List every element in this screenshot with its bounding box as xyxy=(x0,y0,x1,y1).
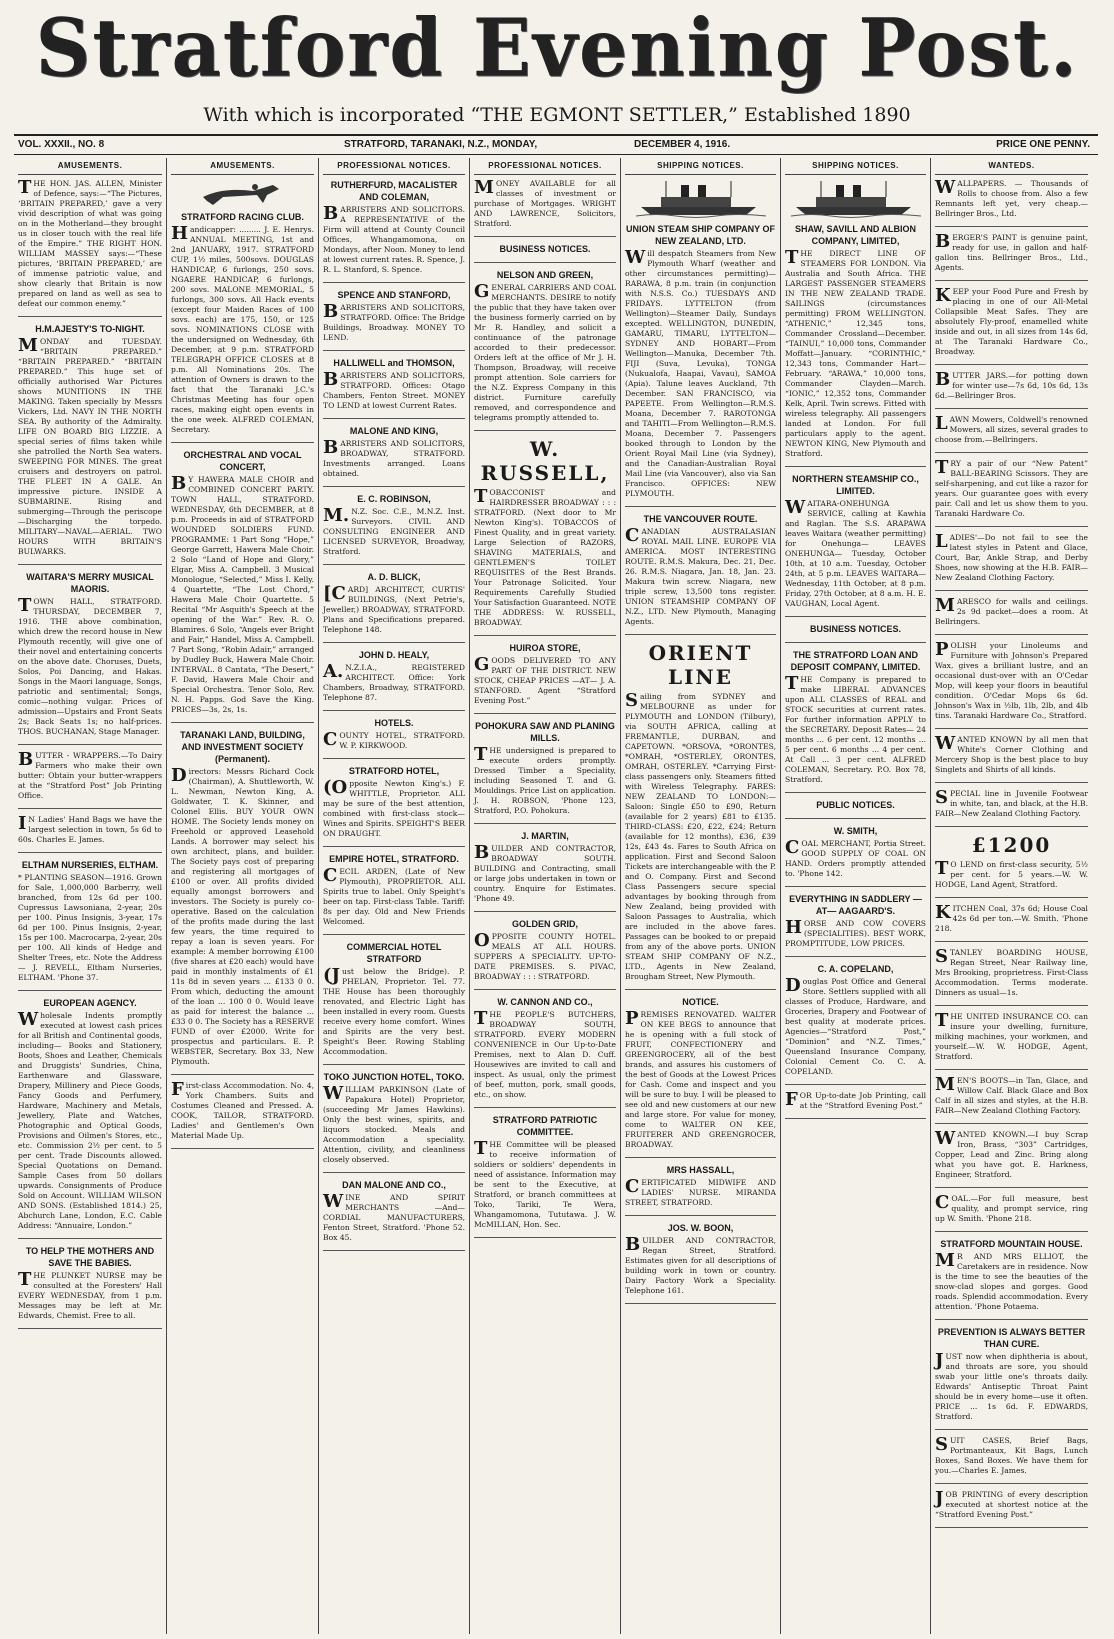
column-heading: SHIPPING NOTICES. xyxy=(785,158,926,175)
advertisement-body: * PLANTING SEASON—1916. Grown for Sale, 1,000,000 Barberry, well branched, from 12s 6d per 100. Cupressus Lawsoniana, 2-year, 20s per 100. Pinus Insignis, 3-year, 17s 6d per 100. Pinus Insignis, 2-year, 15s per 100. Macrocarpa, 2-year, 20s per 100. All kinds of Hedge and Shelter Trees, etc. Note the Address— J. REVELL, Eltham Nurseries, ELTHAM. 'Phone 37. xyxy=(18,873,162,982)
advertisement-body: JOB PRINTING of every description executed at shortest notice at the “Stratford Evening Post.” xyxy=(935,1488,1088,1519)
advertisement xyxy=(474,830,616,912)
advertisement xyxy=(935,904,1088,942)
advertisement-body: MR AND MRS ELLIOT, the Caretakers are in residence. Now is the time to see the beauties of the snow-clad slopes and gorges. Good roads. Splendid accommodation. Every attention. 'Phone Potaema. xyxy=(935,1250,1088,1311)
advertisement-body: THE undersigned is prepared to execute orders promptly. Dressed Timber a Speciality, including Seasoned T. and G. Mouldings. Price List on application. J. H. ROBSON, 'Phone 123, Stratford, P.O. Pohokura. xyxy=(474,744,616,815)
advertisement-heading: THE STRATFORD LOAN AND DEPOSIT COMPANY, LIMITED. xyxy=(790,650,921,672)
advertisement xyxy=(935,1194,1088,1232)
advertisement xyxy=(935,533,1088,591)
steamship-icon xyxy=(636,179,766,219)
advertisement-body: STANLEY BOARDING HOUSE, Regan Street, Near Railway line, Mrs Brooking, proprietress. First-Class Accommodation. Terms moderate. Dinners as usual—1s. xyxy=(935,946,1088,997)
advertisement-heading: NORTHERN STEAMSHIP CO., LIMITED. xyxy=(792,474,919,496)
advertisement xyxy=(323,649,465,711)
advertisement-body: THE Company is prepared to make LIBERAL ADVANCES upon ALL CLASSES of REAL and STOCK securities at current rates. For further information APPLY to the SECRETARY. Deposit Rates— 24 months ... 6 per cent. 12 months ... 5 per cent. 6 months ... 4 per cent. At Call ... 3 per cent. ALFRED COLEMAN, Secretary. P.O. Box 78, Stratford. xyxy=(785,673,926,784)
advertisement xyxy=(785,623,926,643)
advertisement-body: POLISH your Linoleums and Furniture with Johnson's Prepared Wax, gives a brilliant lustre, and an occasional dust-over with an O'Cedar Mop, will keep your floors in beautiful condition. O'Cedar Mops 6s 6d. Johnson's Wax in ½lb, 1lb, 2lb, and 4lb tins. Taranaki Hardware Co., Stratford. xyxy=(935,639,1088,720)
advertisement-body: (Just below the Bridge). P. PHELAN, Proprietor. Tel. 77. THE House has been thoroughly renovated, and Electric Light has been installed in every room. Guests receive every home comfort. Wines and Spirits are the very best. Speight's Beer. Rowing Stabling Accommodation. xyxy=(323,965,465,1056)
advertisement xyxy=(323,1179,465,1251)
advertisement-heading: C. A. COPELAND, xyxy=(817,964,894,974)
advertisement-heading: SHAW, SAVILL AND ALBION COMPANY, LIMITED, xyxy=(794,224,916,246)
advertisement xyxy=(474,996,616,1108)
column-3 xyxy=(319,158,470,1634)
advertisement-heading: STRATFORD HOTEL, xyxy=(348,766,440,776)
advertisement-body: [CARD] ARCHITECT, CURTIS' BUILDINGS, (Next Petrie's, Jeweller,) BROADWAY, STRATFORD. Plans and Specifications prepared. Telephone 148. xyxy=(323,583,465,634)
advertisement xyxy=(625,996,776,1158)
column-heading: WANTEDS. xyxy=(935,158,1088,175)
advertisement xyxy=(474,243,616,263)
advertisement-body: Handicapper: ......... J. E. Henrys. ANNUAL MEETING, 1st and 2nd JANUARY, 1917. STRATFORD CUP, 1½ miles, 500sovs. DOUGLAS HANDICAP, 6 furlongs, 250 sovs. NGAERE HANDICAP, 6 furlongs, 200 sovs. MALONE MEMORIAL, 5 furlongs, 300 sovs. All Hack events (except four Maiden Races of 100 sovs. each) are 175, 150, or 125 sovs. NOMINATIONS CLOSE with the undersigned on Wednesday, 6th December, at 9 p.m. STRATFORD TELEGRAPH OFFICE CLOSES at 8 p.m. All Nominations 20s. The attention of Owners is drawn to the fact that the Taranaki J.C.'s Christmas Meeting has four open races, making eight open events in the one week. ALFRED COLEMAN, Secretary. xyxy=(171,223,314,434)
advertisement xyxy=(935,1130,1088,1188)
advertisement-body: THE UNITED INSURANCE CO. can insure your dwelling, furniture, milking machines, your workmen, and yourself.—W. W. HODGE, Agent, Stratford. xyxy=(935,1010,1088,1061)
advertisement-heading: EVERYTHING IN SADDLERY —AT— AAGAARD'S. xyxy=(789,894,922,916)
advertisement-heading: BUSINESS NOTICES. xyxy=(499,244,591,254)
advertisement xyxy=(474,642,616,714)
advertisement-body: TRY a pair of our “New Patent” BALL-BEARING Scissors. They are self-sharpening, and cut like a razor for years. Our guarantee goes with every pair. Call and let us show them to you. Taranaki Hardware Co. xyxy=(935,457,1088,518)
advertisement-body: SUIT CASES, Brief Bags, Portmanteaux, Kit Bags, Lunch Boxes, Sand Boxes. We have them for you.—Charles E. James. xyxy=(935,1434,1088,1475)
advertisement xyxy=(935,1436,1088,1484)
advertisement-body: Douglas Post Office and General Store. Settlers supplied with all classes of Produce, Hardware, and Groceries, Drapery and Footwear of best quality at moderate prices. Agencies—“Stratford Post,” “Dominion” and “N.Z. Times,” Queensland Insurance Company, Colonial Cement Co. C. A. COPELAND. xyxy=(785,975,926,1076)
advertisement xyxy=(785,473,926,617)
advertisement-body: BUILDER AND CONTRACTOR, BROADWAY SOUTH. BUILDING and Contracting, small or large jobs undertaken in town or country. Enquire for Estimates. 'Phone 49. xyxy=(474,842,616,903)
advertisement-body: LADIES'—Do not fail to see the latest styles in Patent and Glace, Court, Bar, Ankle Strap, and Derby Shoes, now showing at the H.B. FAIR—New Zealand Clothing Factory. xyxy=(935,531,1088,582)
advertisement xyxy=(935,459,1088,527)
advertisement-body: COUNTY HOTEL, STRATFORD. W. P. KIRKWOOD. xyxy=(323,729,465,750)
column-heading: PROFESSIONAL NOTICES. xyxy=(474,158,616,175)
advertisement-body: TOBACCONIST and HAIRDRESSER BROADWAY : : : STRATFORD. (Next door to Mr Newton King's). TOBACCOS of Finest Quality, and in great variety. Large Selection of RAZORS, SHAVING MATERIALS, and GENTLEMEN'S TOILET REQUISITES of the Best Brands. Your Patronage Solicited. Your Requirements Carefully Studied Your Satisfaction Guaranteed. NOTE THE ADDRESS: W. RUSSELL, BROADWAY. xyxy=(474,486,616,627)
advertisement xyxy=(323,717,465,759)
advertisement xyxy=(935,415,1088,453)
advertisement-heading: HUIROA STORE, xyxy=(509,643,581,653)
advertisement-heading: JOHN D. HEALY, xyxy=(358,650,430,660)
advertisement-heading: MALONE AND KING, xyxy=(349,426,439,436)
advertisement-body: First-class Accommodation. No. 4, York Chambers. Suits and Costumes Cleaned and Pressed. A. COOK, TAILOR, STRATFORD. Ladies' and Gentlemen's Own Material Made Up. xyxy=(171,1079,314,1140)
advertisement xyxy=(171,729,314,1075)
advertisement xyxy=(323,941,465,1065)
advertisement-body: Wholesale Indents promptly executed at lowest cash prices for all British and Continental goods, including— Books and Stationery, Boots, Shoes and Leather, Chemicals and Druggists' Sundries, China, Earthenware and Glassware, Drapery, Millinery and Piece Goods, Fancy Goods and Perfumery, Hardware, Machinery and Metals, Jewellery, Plate and Watches, Photographic and Optical Goods, Provisions and Oilmen's Stores, etc., etc. Commission 2½ per cent. to 5 per cent. Trade Discounts allowed. Special Quotations on Demand. Sample Cases from 50 dollars upwards. Consignments of Produce Sold on Account. WILLIAM WILSON AND SONS. (Established 1814.) 25, Abchurch Lane, London, E.C. Cable Address: “Annuaire, London.” xyxy=(18,1009,162,1230)
place-line: STRATFORD, TARANAKI, N.Z., MONDAY, xyxy=(344,139,538,150)
advertisement-body: BUTTER JARS.—for potting down for winter use—7s 6d, 10s 6d, 13s 6d.—Bellringer Bros. xyxy=(935,369,1088,400)
advertisement xyxy=(935,1238,1088,1320)
column-heading: AMUSEMENTS. xyxy=(171,158,314,175)
advertisement-heading: UNION STEAM SHIP COMPANY OF NEW ZEALAND, LTD. xyxy=(625,224,775,246)
advertisement xyxy=(171,1081,314,1149)
advertisement xyxy=(171,449,314,723)
advertisement xyxy=(935,948,1088,1006)
advertisement-display-heading: £1200 xyxy=(971,833,1052,857)
advertisement xyxy=(785,893,926,957)
advertisement xyxy=(625,179,776,507)
advertisement-body: PREMISES RENOVATED. WALTER ON KEE BEGS to announce that he is opening with a full stock of FRUIT, CONFECTIONERY and GREENGROCERY, all of the best brands, and assures his customers of the best of Goods at the Lowest Prices for Cash. Come and inspect and you will be sure to buy. I will be pleased to see old and new customers at our new and large store. For value for money, come to WALTER ON KEE, FRUITERER AND GREENGROCER, BROADWAY. xyxy=(625,1008,776,1149)
advertisement-body: MONEY AVAILABLE for all classes of investment or purchase of Mortgages. WRIGHT AND LAWRENCE, Solicitors, Stratford. xyxy=(474,177,616,228)
advertisement xyxy=(785,799,926,819)
advertisement-body: WALLPAPERS. — Thousands of Rolls to choose from. Also a few Remnants left yet, very cheap.—Bellringer Bros., Ltd. xyxy=(935,177,1088,218)
advertisement-body: BARRISTERS AND SOLICITORS, STRATFORD. Offices: Otago Chambers, Fenton Street. MONEY TO LEND at lowest Current Rates. xyxy=(323,369,465,410)
advertisement xyxy=(785,1091,926,1119)
advertisement-body: SPECIAL line in Juvenile Footwear in white, tan, and black, at the H.B. FAIR—New Zealand Clothing Factory. xyxy=(935,787,1088,818)
column-1 xyxy=(14,158,167,1634)
advertisement-heading: H.M.AJESTY'S TO-NIGHT. xyxy=(35,324,145,334)
advertisement-body: BARRISTERS AND SOLICITORS, STRATFORD. Office: The Bridge Buildings, Broadway. MONEY TO LEND. xyxy=(323,301,465,342)
advertisement-body: THE HON. JAS. ALLEN, Minister of Defence, says:—“The Pictures, ‘BRITAIN PREPARED,’ gave a very vivid description of what was going on in the Motherland—they brought us in closer touch with the real life of the Empire.” THE RIGHT HON. WILLIAM MASSEY says:—“These pictures, ‘BRITAIN PREPARED,’ are of immense patriotic value, and show clearly that Britain is now prepared on land as well as sea to defeat our common enemy.” xyxy=(18,177,162,308)
advertisement-heading: DAN MALONE AND CO., xyxy=(342,1180,446,1190)
column-heading: SHIPPING NOTICES. xyxy=(625,158,776,175)
price-line: PRICE ONE PENNY. xyxy=(996,139,1090,150)
advertisement xyxy=(935,597,1088,635)
advertisement xyxy=(323,765,465,847)
column-7 xyxy=(931,158,1092,1634)
advertisement-body: KITCHEN Coal, 37s 6d; House Coal 42s 6d per ton.—W. Smith. 'Phone 218. xyxy=(935,902,1088,933)
advertisement-heading: STRATFORD RACING CLUB. xyxy=(181,212,304,222)
advertisement xyxy=(785,179,926,467)
masthead xyxy=(0,0,1114,100)
dateline xyxy=(14,134,1098,155)
advertisement-heading: TARANAKI LAND, BUILDING, AND INVESTMENT SOCIETY (Permanent). xyxy=(180,730,305,764)
advertisement-body: KEEP your Food Pure and Fresh by placing in one of our All-Metal Collapsible Meat Safes. They are absolutely Fly-proof, enamelled white inside and out, in all sizes from 14s 6d, at The Taranaki Hardware Co., Broadway. xyxy=(935,285,1088,356)
advertisement xyxy=(625,641,776,990)
advertisement-body: Directors: Messrs Richard Cock (Chairman), A. Shuttleworth, W. L. Newman, Newton King, A. Goldwater, T. K. Skinner, and Colonel Ellis. BUY YOUR OWN HOME. The Society lends money on Freehold or approved Leasehold Lands. A borrower may select his own architect, plans, and builder. The Society pays cost of preparing and registering all mortgages of £100 or over. All profits divided equally amongst borrowers and investors. The Society is purely co-operative. Based on the calculation of the profits made during the last few years, the time required to repay a loan is seven years. For example: A member borrowing £100 (five shares at £20 each) would have paid in monthly instalments of £1 11s 8d in seven years ... £133 0 0. From which, deducting the amount of the loan ... 100 0 0. Would leave as paid for interest the balance ... £33 0 0. The Society has a RESERVE FUND of over £2000. Write for prospectus and particulars. E. P. WEBSTER, Secretary. Box 33, New Plymouth. xyxy=(171,765,314,1066)
advertisement-body: A.N.Z.I.A., REGISTERED ARCHITECT. Office: York Chambers, Broadway, STRATFORD. Telephone 87. xyxy=(323,661,465,702)
advertisement xyxy=(785,649,926,793)
advertisement-body: JUST now when diphtheria is about, and throats are sore, you should swab your little one's throats daily. Edwards' Antiseptic Throat Paint should be in every home—use it often. PRICE ... 1s 6d. F. EDWARDS, Stratford. xyxy=(935,1350,1088,1421)
advertisement-display-heading: ORIENT LINE xyxy=(648,641,753,689)
advertisement xyxy=(18,323,162,565)
advertisement xyxy=(785,963,926,1085)
advertisement-heading: WAITARA'S MERRY MUSICAL MAORIS. xyxy=(26,572,154,594)
advertisement-body: MONDAY and TUESDAY. “BRITAIN PREPARED.” “BRITAIN PREPARED.” “BRITAIN PREPARED.” This huge set of officially authorised War Pictures shows MUNITIONS IN THE MAKING. Taken specially by Messrs Vickers, Ltd. NAVY IN THE NORTH SEA. By authority of the Admiralty. LIFE ON BOARD BIG LIZZIE. A special series of films taken while she patrolled the North Sea waters. SWEEPING FOR MINES. The great cruisers and destroyers on patrol. THE FLEET IN A GALE. An impressive picture. INSIDE A SUBMARINE. Rising and submerging—Through the periscope—Discharging the torpedo. MILITARY—NAVAL—AERIAL. TWO HOURS WITH BRITAIN'S BULWARKS. xyxy=(18,335,162,556)
advertisement-body: CANADIAN AUSTRALASIAN ROYAL MAIL LINE. EUROPE VIA AMERICA. MOST INTERESTING ROUTE. R.M.S. Makura, Dec. 21, Dec. 26. R.M.S. Niagara, Jan. 18, Jan. 23. Makura twin screw. Niagara, new triple screw, 13,500 tons register. UNION STEAMSHIP COMPANY OF N.Z., LTD. New Plymouth, Managing Agents. xyxy=(625,525,776,626)
advertisement-body: THE DIRECT LINE OF STEAMERS FOR LONDON. Via Australia and South Africa. THE LARGEST PASSENGER STEAMERS IN THE NEW ZEALAND TRADE. SAILINGS (circumstances permitting) FROM WELLINGTON. “ATHENIC,” 12,345 tons, Commander Crossland—December. “TAINUI,” 10,000 tons, Commander Moffatt—January. “CORINTHIC,” 12,343 tons, Commander Hart—February. “ARAWA,” 10,000 tons, Commander Clayden—March. “IONIC,” 12,352 tons, Commander Kelk, April. Twin screws. Fitted with wireless telegraphy. All passengers landed at London. For full particulars apply to the agent. NEWTON KING, New Plymouth and Stratford. xyxy=(785,247,926,458)
advertisement-body: WAITARA-ONEHUNGA SERVICE, calling at Kawhia and Raglan. The S.S. ARAPAWA leaves Waitara (weather permitting) for Onehunga— LEAVES ONEHUNGA— Tuesday, October 10th, at 10 a.m. Tuesday, October 24th, at 5 p.m. LEAVES WAITARA— Wednesday, 11th October, at 8 p.m. Friday, 27th October, at 8 a.m. H. E. VAUGHAN, Local Agent. xyxy=(785,497,926,608)
newspaper-title: Stratford Evening Post. xyxy=(35,0,1079,95)
advertisement-body: M.N.Z. Soc. C.E., M.N.Z. Inst. Surveyors. CIVIL AND CONSULTING ENGINEER AND LICENSED SURVEYOR, Broadway, Stratford. xyxy=(323,505,465,556)
advertisement-body: HORSE AND COW COVERS (SPECIALITIES). BEST WORK, PROMPTITUDE, LOW PRICES. xyxy=(785,917,926,948)
advertisement xyxy=(18,1245,162,1329)
advertisement-heading: EUROPEAN AGENCY. xyxy=(43,998,137,1008)
advertisement-body: BARRISTERS AND SOLICITORS, BROADWAY, STRATFORD. Investments arranged. Loans obtained. xyxy=(323,437,465,478)
advertisement xyxy=(935,179,1088,227)
column-5 xyxy=(621,158,781,1634)
advertisement-body: (Opposite Newton King's.) F. WHITTLE, Proprietor. ALL may be sure of the best attention, combined with first-class stock—Wines and Spirits. SPEIGHT'S BEER ON DRAUGHT. xyxy=(323,777,465,838)
advertisement-heading: W. SMITH, xyxy=(833,826,878,836)
advertisement-heading: PUBLIC NOTICES. xyxy=(816,800,895,810)
advertisement xyxy=(935,371,1088,409)
advertisement-body: WINE AND SPIRIT MERCHANTS —And— CORDIAL MANUFACTURERS, Fenton Street, Stratford. 'Phone 52. Box 45. xyxy=(323,1191,465,1242)
advertisement xyxy=(18,997,162,1239)
advertisement-heading: NELSON AND GREEN, xyxy=(496,270,594,280)
advertisement xyxy=(935,833,1088,898)
advertisement xyxy=(18,815,162,853)
advertisement-heading: ORCHESTRAL AND VOCAL CONCERT, xyxy=(183,450,302,472)
advertisement xyxy=(935,287,1088,365)
advertisement-body: THE PLUNKET NURSE may be consulted at the Foresters' Hall EVERY WEDNESDAY, from 1 p.m. Messages may be left at Mr. Edwards, Chemist. Free to all. xyxy=(18,1269,162,1320)
advertisement xyxy=(323,853,465,935)
volume-number: VOL. XXXII., NO. 8 xyxy=(18,139,105,150)
advertisement-body: WANTED KNOWN.—I buy Scrap Iron, Brass, “303” Cartridges, Copper, Lead and Zinc. Bring along what you have got. E. Harkness, Engineer, Stratford. xyxy=(935,1128,1088,1179)
advertisement-body: CERTIFICATED MIDWIFE AND LADIES' NURSE. MIRANDA STREET, STRATFORD. xyxy=(625,1176,776,1207)
advertisement-heading: GOLDEN GRID, xyxy=(511,919,578,929)
advertisement xyxy=(323,571,465,643)
advertisement-heading: STRATFORD MOUNTAIN HOUSE. xyxy=(940,1239,1083,1249)
advertisement-body: BUILDER AND CONTRACTOR, Regan Street, Stratford. Estimates given for all descriptions of building work in town or country. Dairy Factory Work a Speciality. Telephone 161. xyxy=(625,1234,776,1295)
advertisement-body: BUTTER - WRAPPERS.—To Dairy Farmers who make their own butter: Obtain your butter-wrappers at the “Stratford Post” Job Printing Office. xyxy=(18,749,162,800)
advertisement xyxy=(625,513,776,635)
advertisement xyxy=(18,179,162,317)
columns-container xyxy=(14,158,1104,1634)
advertisement xyxy=(935,233,1088,281)
advertisement xyxy=(18,859,162,991)
advertisement xyxy=(935,735,1088,783)
advertisement-display-heading: W. RUSSELL, xyxy=(480,437,610,485)
advertisement xyxy=(323,425,465,487)
advertisement xyxy=(474,437,616,636)
advertisement-heading: E. C. ROBINSON, xyxy=(357,494,431,504)
advertisement xyxy=(18,751,162,809)
issue-date: DECEMBER 4, 1916. xyxy=(634,139,731,150)
advertisement-body: COAL MERCHANT, Portia Street. GOOD SUPPLY OF COAL ON HAND. Orders promptly attended to. 'Phone 142. xyxy=(785,837,926,878)
advertisement-body: TOWN HALL, STRATFORD. THURSDAY, DECEMBER 7, 1916. THE above combination, which drew the record house in New Plymouth recently, will give one of their novel and entertaining concerts on the above date. Choruses, Duets, Solos, Poi Dancing, and Hakas. Songs in the Maori language, Songs, patriotic and sentimental; Songs, comic—nothing vulgar. Prices of admission—Upstairs and Front Seats 2s; Back Seats 1s; no half-prices. THOS. BUCHANAN, Stage Manager. xyxy=(18,595,162,736)
column-heading: AMUSEMENTS. xyxy=(18,158,162,175)
advertisement xyxy=(474,720,616,824)
advertisement-body: TO LEND on first-class security, 5½ per cent. for 5 years.—W. W. HODGE, Land Agent, Stratford. xyxy=(935,858,1088,889)
advertisement-heading: BUSINESS NOTICES. xyxy=(809,624,901,634)
advertisement xyxy=(323,289,465,351)
advertisement-heading: HALLIWELL and THOMSON, xyxy=(333,358,455,368)
column-heading: PROFESSIONAL NOTICES. xyxy=(323,158,465,175)
advertisement xyxy=(323,493,465,565)
advertisement-heading: EMPIRE HOTEL, STRATFORD. xyxy=(329,854,459,864)
advertisement xyxy=(625,1164,776,1216)
advertisement-heading: THE VANCOUVER ROUTE. xyxy=(643,514,758,524)
advertisement-body: BERGER'S PAINT is genuine paint, ready for use, in gallon and half-gallon tins. Bellringer Bros., Ltd., Agents. xyxy=(935,231,1088,272)
advertisement-body: THE Committee will be pleased to receive information of soldiers or soldiers' dependents in need of assistance. Information may be sent to the Executive, at Stratford, or branch committees at Toko, Tariki, Te Wera, Whangamomona, Tututawa. J. W. McMILLAN, Hon. Sec. xyxy=(474,1138,616,1229)
advertisement-heading: JOS. W. BOON, xyxy=(667,1223,734,1233)
advertisement-heading: PREVENTION IS ALWAYS BETTER THAN CURE. xyxy=(937,1327,1086,1349)
advertisement-body: MEN'S BOOTS—in Tan, Glace, and Willow Calf. Black Glace and Box Calf in all sizes and styles, at the H.B. FAIR—New Zealand Clothing Factory. xyxy=(935,1074,1088,1115)
advertisement-body: GOODS DELIVERED TO ANY PART OF THE DISTRICT. NEW STOCK, CHEAP PRICES —AT— J. A. STANFORD. Agent “Stratford Evening Post.” xyxy=(474,654,616,705)
advertisement-heading: ELTHAM NURSERIES, ELTHAM. xyxy=(21,860,159,870)
column-4 xyxy=(470,158,621,1634)
advertisement-body: THE PEOPLE'S BUTCHERS, BROADWAY SOUTH, STRATFORD. EVERY MODERN CONVENIENCE in Our Up-to-Date Premises, next to Alan D. Cuff. Housewives are invited to call and inspect. As usual, only the primest of beef, mutton, pork, small goods, etc., on show. xyxy=(474,1008,616,1099)
advertisement xyxy=(18,571,162,745)
advertisement-body: LAWN Mowers, Coldwell's renowned Mowers, all sizes, several grades to choose from.—Bellringers. xyxy=(935,413,1088,444)
racehorse-icon xyxy=(183,179,303,209)
advertisement xyxy=(474,918,616,990)
advertisement xyxy=(935,789,1088,827)
advertisement-body: WANTED KNOWN by all men that White's Corner Clothing and Mercery Shop is the best place to buy Singlets and Shirts of all kinds. xyxy=(935,733,1088,774)
advertisement-body: BY HAWERA MALE CHOIR and COMBINED CONCERT PARTY. TOWN HALL, STRATFORD. WEDNESDAY, 6th DECEMBER, at 8 p.m. Proceeds in aid of STRATFORD WOUNDED SOLDIERS FUND. PROGRAMME: 1 Part Song “Hope,” George Garrett, Hawera Male Choir. 2 Solo “Land of Hope and Glory,” Elgar, Miss A. Campbell. 3 Musical Monologue, “Selected,” Miss I. Kelly. 4 Quartette, “The Lost Chord,” Hawera Male Choir Quartette. 5 Recital “Mr Asquith's Speech at the opening of the War.” Rev. R. O. Blamires. 6 Solo, “Angels ever Bright and Fair,” Handel, Miss A. Campbell. 7 Part Song, “Robin Adair,” arranged by Dudley Buck, Hawera Male Choir. INTERVAL. 8 Cantata, “The Desert,” F. David, Hawera Male Choir and Special Orchestra. Tenor Solo, Rev. N. H. Papps. God Save the King. PRICES—3s, 2s, 1s. xyxy=(171,473,314,714)
advertisement-heading: SPENCE AND STANFORD, xyxy=(337,290,451,300)
advertisement-heading: J. MARTIN, xyxy=(521,831,569,841)
advertisement-body: Sailing from SYDNEY and MELBOURNE as under for PLYMOUTH and LONDON (Tilbury), via SOUTH AFRICA, calling at FREMANTLE, DURBAN, and CAPETOWN. *ORSOVA, *ORONTES, *OMRAH, *OSTERLEY, ORONTES, OMRAH, OSTERLEY. *Carrying First-class passengers only. Steamers fitted with Wireless Telegraphy. FARES: NEW ZEALAND TO LONDON:— Saloon: Single £50 to £90, Return (available for 2 years) £81 to £135. THIRD-CLASS: £20, £22, £24; Return (available for 12 months), £36, £39 12s, £43 4s. Fares to South Africa on application. First and Second Saloon Tickets are interchangeable with the P. and O. Company. First and Second Class Passengers secure special advantages by booking through from New Zealand, being provided with Saloon Passages to Australia, which are included in the above fares. Passages can be booked to or prepaid from any of the above ports. UNION STEAM SHIP COMPANY OF N.Z., LTD., Agents in New Zealand, Brougham Street, New Plymouth. xyxy=(625,690,776,981)
advertisement xyxy=(171,179,314,443)
advertisement-heading: COMMERCIAL HOTEL STRATFORD xyxy=(346,942,442,964)
advertisement xyxy=(935,641,1088,729)
advertisement-heading: TOKO JUNCTION HOTEL, TOKO. xyxy=(323,1072,465,1082)
advertisement xyxy=(323,357,465,419)
advertisement xyxy=(474,179,616,237)
advertisement xyxy=(474,1114,616,1238)
advertisement-body: OPPOSITE COUNTY HOTEL. MEALS AT ALL HOURS. SUPPERS A SPECIALITY. UP-TO-DATE PREMISES. S. PIVAC, BROADWAY : : : STRATFORD. xyxy=(474,930,616,981)
column-6 xyxy=(781,158,931,1634)
advertisement xyxy=(935,1326,1088,1430)
steamship-icon xyxy=(791,179,921,219)
advertisement-heading: HOTELS. xyxy=(374,718,414,728)
advertisement-body: GENERAL CARRIERS AND COAL MERCHANTS. DESIRE to notify the public that they have taken over the business formerly carried on by Mr R. Handley, and solicit a continuance of the patronage accorded to their predecessor. Orders left at the office of Mr J. H. Thompson, Broadway, will receive prompt attention. Sole carriers for the N.Z. Express Company in this district. Furniture carefully removed, and correspondence and telegrams promptly attended to. xyxy=(474,281,616,422)
advertisement xyxy=(323,1071,465,1173)
advertisement-heading: A. D. BLICK, xyxy=(367,572,421,582)
advertisement xyxy=(785,825,926,887)
newspaper-subtitle: With which is incorporated “THE EGMONT SETTLER,” Established 1890 xyxy=(203,104,911,126)
advertisement xyxy=(323,179,465,283)
advertisement-body: WILLIAM PARKINSON (Late of Papakura Hotel) Proprietor, (succeeding Mr James Hawkins). Only the best wines, spirits, and liquors stocked. Meals and Accommodation a speciality. Attention, civility, and cleanliness closely observed. xyxy=(323,1083,465,1164)
advertisement-heading: W. CANNON AND CO., xyxy=(497,997,593,1007)
advertisement-heading: TO HELP THE MOTHERS AND SAVE THE BABIES. xyxy=(25,1246,155,1268)
advertisement-heading: MRS HASSALL, xyxy=(666,1165,735,1175)
advertisement xyxy=(935,1076,1088,1124)
advertisement xyxy=(935,1012,1088,1070)
advertisement xyxy=(625,1222,776,1304)
advertisement-body: MARESCO for walls and ceilings. 2s 9d packet—does a room. At Bellringers. xyxy=(935,595,1088,626)
advertisement-body: IN Ladies' Hand Bags we have the largest selection in town, 5s 6d to 60s. Charles E. James. xyxy=(18,813,162,844)
advertisement-body: CECIL ARDEN, (Late of New Plymouth), PROPRIETOR. ALL Spirits true to label. Only Speight's beer on tap. First-class Table. Tariff: 8s per day. Old and New Friends Welcomed. xyxy=(323,865,465,926)
advertisement xyxy=(935,1490,1088,1528)
advertisement-body: Will despatch Steamers from New Plymouth Wharf (weather and other circumstances permitting)— RARAWA, 8 p.m. train (in conjunction with N.S.S. Co.) TUESDAYS AND FRIDAYS. LYTTELTON (from Wellington)—Steamer Daily, Sundays excepted. WELLINGTON, DUNEDIN, GAMARU, TIMARU, LYTTELTON—SYDNEY AND HOBART—From Wellington—Manuka, December 7th. FIJI (Suva, Levuka), TONGA (Nukualofa, Haapai, Vavau), SAMOA (Apia). Talune leaves Auckland, 7th December. SAN FRANCISCO, via PAPEETE. From Wellington—R.M.S. Moana, December 7. RAROTONGA and TAHITI—From Wellington—R.M.S. Moana, December 7. Passengers booked through to London by the Orient Royal Mail Line (via Sydney), and the Canadian-Australian Royal Mail Line (via Vancouver), also via San Francisco. OFFICES: NEW PLYMOUTH. xyxy=(625,247,776,498)
advertisement-body: FOR Up-to-date Job Printing, call at the “Stratford Evening Post.” xyxy=(785,1089,926,1110)
advertisement-heading: POHOKURA SAW AND PLANING MILLS. xyxy=(475,721,615,743)
advertisement-body: COAL.—For full measure, best quality, and prompt service, ring up W. Smith. 'Phone 218. xyxy=(935,1192,1088,1223)
advertisement-heading: NOTICE. xyxy=(682,997,719,1007)
advertisement-heading: RUTHERFURD, MACALISTER AND COLEMAN, xyxy=(330,180,458,202)
advertisement-heading: STRATFORD PATRIOTIC COMMITTEE. xyxy=(492,1115,598,1137)
advertisement xyxy=(474,269,616,431)
column-2 xyxy=(167,158,319,1634)
advertisement-body: BARRISTERS AND SOLICITORS. A REPRESENTATIVE of the Firm will attend at County Council Offices, Whangamomona, on Mondays, after Noon. Money to lend at lowest current rates. R. Spence, J. R. L. Stanford, S. Spence. xyxy=(323,203,465,274)
